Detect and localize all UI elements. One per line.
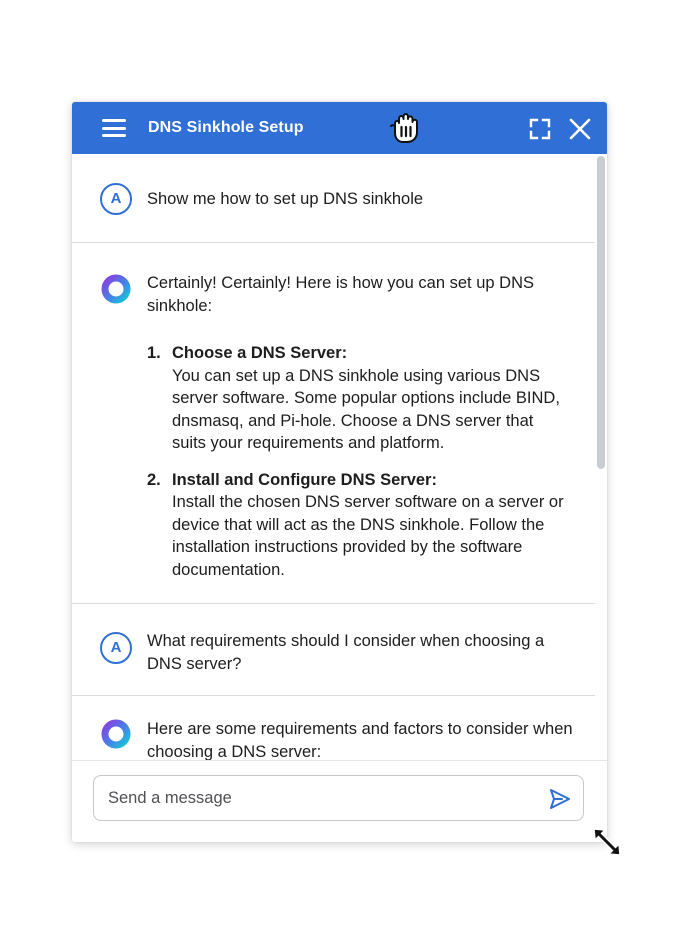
assistant-message [72, 243, 595, 603]
resize-diagonal-icon[interactable] [591, 826, 623, 858]
window-title: DNS Sinkhole Setup [148, 119, 304, 136]
hamburger-menu-icon[interactable] [102, 118, 126, 138]
steps-list [147, 342, 567, 595]
message-text: What requirements should I consider when choosing a DNS server? [147, 632, 545, 673]
assistant-logo-icon [100, 718, 132, 750]
message-text: Here are some requirements and factors to consider when choosing a DNS server: [147, 720, 573, 760]
list-item [147, 342, 567, 455]
user-avatar: A [100, 632, 132, 664]
assistant-message [72, 696, 595, 760]
step-body: You can set up a DNS sinkhole using various DNS server software. Some popular options include BIND, dnsmasq, and Pi-hole. Choose a DNS server that suits your requirements and platform. [172, 366, 560, 452]
step-number: 1. [147, 344, 161, 362]
scrollbar-thumb[interactable] [597, 156, 605, 469]
message-text: Show me how to set up DNS sinkhole [147, 190, 424, 208]
user-message [72, 154, 595, 242]
user-message [72, 604, 595, 695]
close-icon[interactable] [568, 117, 592, 141]
message-input[interactable] [108, 785, 528, 811]
send-icon[interactable] [548, 787, 572, 811]
grab-hand-icon[interactable] [386, 110, 426, 148]
scrollbar[interactable] [595, 154, 607, 760]
chat-window [72, 102, 607, 842]
message-input-box[interactable] [93, 775, 584, 821]
step-title: Choose a DNS Server: [172, 344, 348, 362]
assistant-logo-icon [100, 273, 132, 305]
step-number: 2. [147, 470, 161, 489]
fullscreen-icon[interactable] [529, 118, 551, 140]
message-list[interactable] [72, 154, 595, 760]
step-title: Install and Configure DNS Server: [172, 470, 437, 489]
step-body: Install the chosen DNS server software on a server or device that will act as the DNS sinkhole. Follow the installation instructions provided by the software documentation. [172, 493, 564, 579]
list-item [147, 469, 567, 582]
composer [72, 760, 607, 842]
user-avatar: A [100, 183, 132, 215]
title-bar[interactable] [72, 102, 607, 154]
message-intro: Certainly! Certainly! Here is how you can set up DNS sinkhole: [147, 274, 534, 315]
